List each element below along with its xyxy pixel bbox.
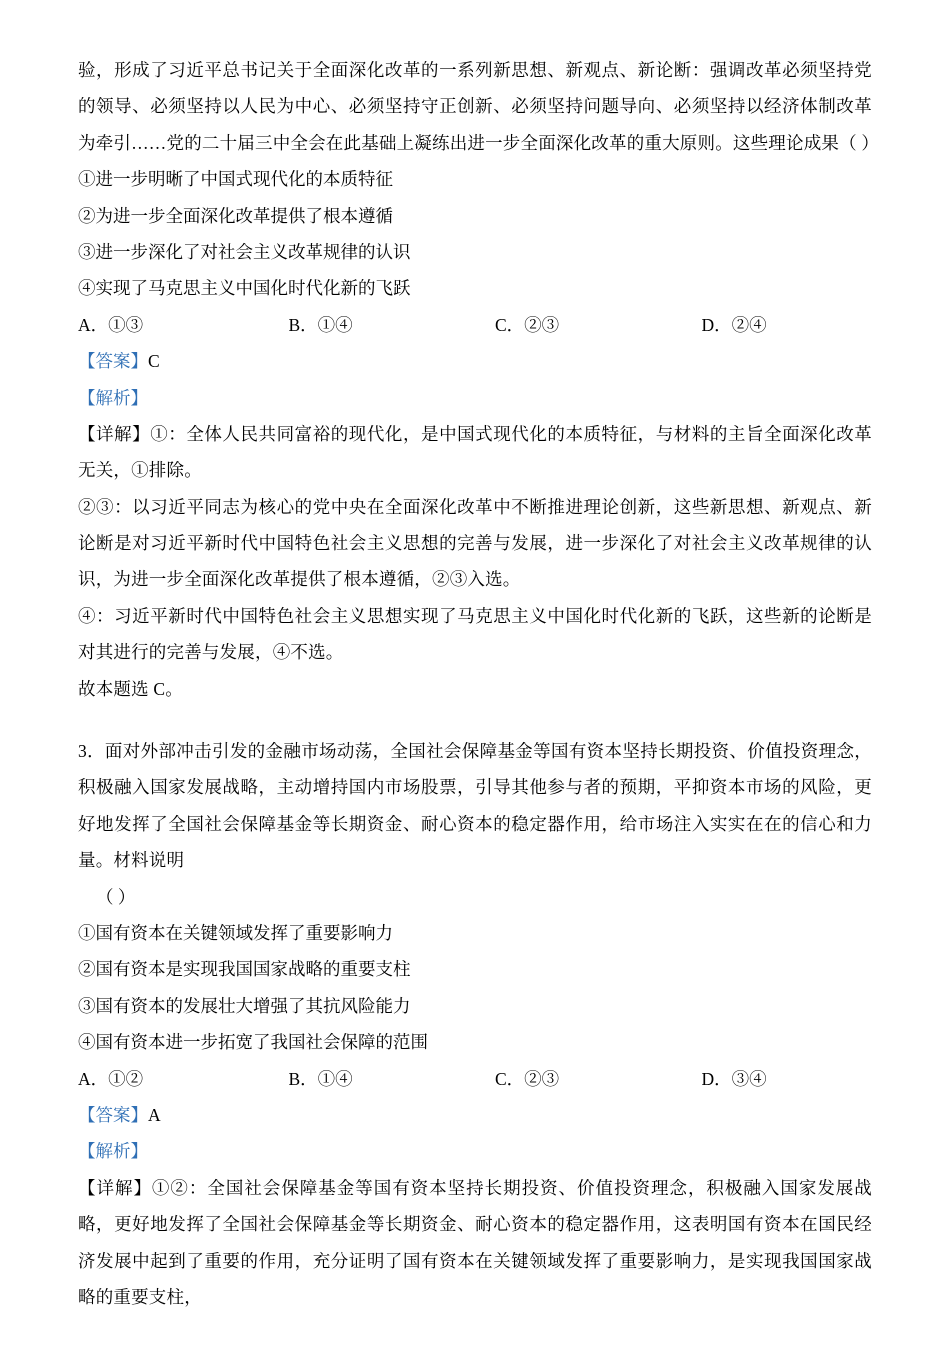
analysis-label: 【解析】 — [78, 1141, 148, 1162]
question2-detail-3: ④：习近平新时代中国特色社会主义思想实现了马克思主义中国化时代化新的飞跃，这些新的论断是对其进行的完善与发展，④不选。 — [78, 605, 872, 663]
answer-label: 【答案】 — [78, 351, 148, 372]
question2-choice-b: B．①④ — [288, 314, 353, 335]
question2-choice-c: C．②③ — [495, 314, 560, 335]
question3-answer — [78, 1097, 872, 1133]
question2-answer — [78, 343, 872, 379]
question3-analysis-label-line — [78, 1133, 872, 1169]
analysis-label: 【解析】 — [78, 387, 148, 408]
question3-option-4: ④国有资本进一步拓宽了我国社会保障的范围 — [78, 1032, 428, 1053]
question3-choice-a: A．①② — [78, 1068, 144, 1089]
question3-stem-bracket: （ ） — [96, 886, 136, 907]
question3-detail-1: 【详解】①②：全国社会保障基金等国有资本坚持长期投资、价值投资理念，积极融入国家发展战略，更好地发挥了全国社会保障基金等长期资金、耐心资本的稳定器作用，这表明国有资本在国民经济发展中起到了重要的作用，充分证明了国有资本在关键领域发挥了重要影响力，是实现我国国家战略的重要支柱， — [78, 1177, 872, 1307]
question2-option-1: ①进一步明晰了中国式现代化的本质特征 — [78, 169, 393, 190]
question3-choices — [78, 1061, 872, 1097]
answer-value: C — [148, 351, 160, 372]
question3-option-2: ②国有资本是实现我国国家战略的重要支柱 — [78, 959, 411, 980]
question2-stem: 验，形成了习近平总书记关于全面深化改革的一系列新思想、新观点、新论断：强调改革必须坚持党的领导、必须坚持以人民为中心、必须坚持守正创新、必须坚持问题导向、必须坚持以经济体制改革为牵引……党的二十届三中全会在此基础上凝练出进一步全面深化改革的重大原则。这些理论成果（ ） — [78, 60, 880, 153]
question3-option-1: ①国有资本在关键领域发挥了重要影响力 — [78, 922, 393, 943]
question2-analysis-label-line — [78, 380, 872, 416]
question2-detail-1: 【详解】①：全体人民共同富裕的现代化，是中国式现代化的本质特征，与材料的主旨全面深化改革无关，①排除。 — [78, 423, 872, 481]
question2-choice-a: A．①③ — [78, 314, 144, 335]
question3-stem: 3．面对外部冲击引发的金融市场动荡，全国社会保障基金等国有资本坚持长期投资、价值投资理念，积极融入国家发展战略，主动增持国内市场股票，引导其他参与者的预期，平抑资本市场的风险，更好地发挥了全国社会保障基金等长期资金、耐心资本的稳定器作用，给市场注入实实在在的信心和力量。材料说明 — [78, 741, 872, 871]
question2-detail-2: ②③：以习近平同志为核心的党中央在全面深化改革中不断推进理论创新，这些新思想、新观点、新论断是对习近平新时代中国特色社会主义思想的完善与发展，进一步深化了对社会主义改革规律的认识，为进一步全面深化改革提供了根本遵循，②③入选。 — [78, 496, 872, 590]
answer-label: 【答案】 — [78, 1104, 148, 1125]
question2-choice-d: D．②④ — [701, 314, 767, 335]
question2-option-3: ③进一步深化了对社会主义改革规律的认识 — [78, 241, 411, 262]
question3-choice-b: B．①④ — [288, 1068, 353, 1089]
section-divider — [78, 707, 872, 719]
question3-choice-d: D．③④ — [701, 1068, 767, 1089]
question2-detail-4: 故本题选 C。 — [78, 678, 183, 699]
question3-choice-c: C．②③ — [495, 1068, 560, 1089]
question2-option-2: ②为进一步全面深化改革提供了根本遵循 — [78, 205, 393, 226]
question3-option-3: ③国有资本的发展壮大增强了其抗风险能力 — [78, 995, 411, 1016]
answer-value: A — [148, 1104, 161, 1125]
question2-choices — [78, 307, 872, 343]
question2-option-4: ④实现了马克思主义中国化时代化新的飞跃 — [78, 278, 411, 299]
